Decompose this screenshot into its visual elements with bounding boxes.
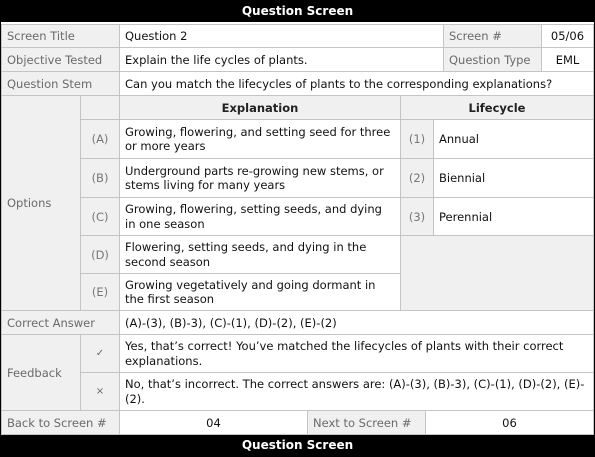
explanation-text: Growing vegetatively and going dormant in the first season: [119, 273, 401, 311]
objective-label: Objective Tested: [1, 47, 120, 72]
objective-value: Explain the life cycles of plants.: [119, 47, 444, 72]
lifecycle-empty: [400, 235, 594, 311]
options-corner: [80, 95, 120, 120]
lifecycle-code: (2): [400, 158, 434, 198]
question-type-label: Question Type: [443, 47, 542, 72]
screen-title-label: Screen Title: [1, 24, 120, 48]
lifecycle-code: (1): [400, 119, 434, 159]
correct-answer-label: Correct Answer: [1, 310, 120, 335]
screen-number-label: Screen #: [443, 24, 542, 48]
explanation-header: Explanation: [119, 95, 401, 120]
back-to-screen-label: Back to Screen #: [1, 410, 120, 435]
feedback-incorrect-text: No, that’s incorrect. The correct answers are: (A)-(3), (B)-3), (C)-(1), (D)-(2), (E)-(2).: [119, 372, 594, 411]
lifecycle-header: Lifecycle: [400, 95, 594, 120]
question-stem-value: Can you match the lifecycles of plants to the corresponding explanations?: [119, 71, 594, 96]
cross-icon: ×: [95, 386, 105, 397]
correct-answer-value: (A)-(3), (B)-3), (C)-(1), (D)-(2), (E)-(2): [119, 310, 594, 335]
header-bar: Question Screen: [1, 1, 594, 22]
check-icon: ✓: [95, 348, 105, 359]
explanation-text: Underground parts re-growing new stems, or stems living for many years: [119, 158, 401, 198]
next-to-screen-label: Next to Screen #: [307, 410, 426, 435]
explanation-code: (E): [80, 273, 120, 311]
lifecycle-text: Biennial: [433, 158, 594, 198]
explanation-code: (C): [80, 197, 120, 236]
back-to-screen-value[interactable]: 04: [119, 410, 308, 435]
question-stem-label: Question Stem: [1, 71, 120, 96]
feedback-label: Feedback: [1, 334, 81, 411]
next-to-screen-value[interactable]: 06: [425, 410, 594, 435]
explanation-code: (D): [80, 235, 120, 274]
options-label: Options: [1, 95, 81, 311]
explanation-text: Flowering, setting seeds, and dying in the second season: [119, 235, 401, 274]
explanation-code: (A): [80, 119, 120, 159]
screen-title-value: Question 2: [119, 24, 444, 48]
lifecycle-text: Perennial: [433, 197, 594, 236]
screen-number-value: 05/06: [541, 24, 594, 48]
lifecycle-code: (3): [400, 197, 434, 236]
explanation-text: Growing, flowering, and setting seed for three or more years: [119, 119, 401, 159]
lifecycle-text: Annual: [433, 119, 594, 159]
explanation-text: Growing, flowering, setting seeds, and dying in one season: [119, 197, 401, 236]
question-type-value: EML: [541, 47, 594, 72]
explanation-code: (B): [80, 158, 120, 198]
feedback-correct-text: Yes, that’s correct! You’ve matched the lifecycles of plants with their correct explanations.: [119, 334, 594, 373]
footer-bar: Question Screen: [1, 435, 594, 456]
check-icon: [80, 334, 120, 373]
cross-icon: [80, 372, 120, 411]
